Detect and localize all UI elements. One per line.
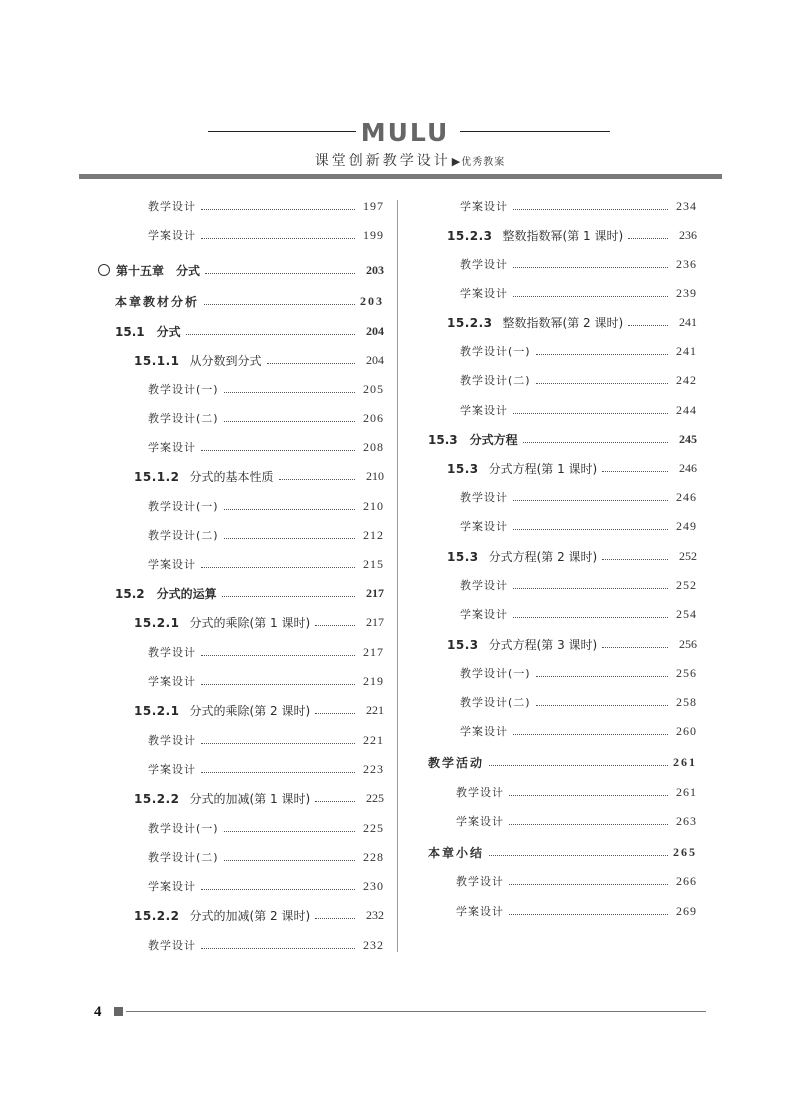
toc-entry-number: 15.3 xyxy=(447,461,479,476)
dot-leader xyxy=(186,334,355,335)
toc-entry-page: 256 xyxy=(679,636,697,651)
toc-entry-page: 256 xyxy=(676,665,697,680)
dot-leader xyxy=(315,713,355,714)
dot-leader xyxy=(513,529,668,530)
toc-entry[interactable] xyxy=(460,283,697,303)
toc-entry-page: 232 xyxy=(366,907,384,922)
toc-entry-label: 学案设计 xyxy=(460,608,508,621)
toc-entry[interactable] xyxy=(456,811,697,831)
toc-entry-number: 15.1.2 xyxy=(134,469,180,484)
toc-entry[interactable] xyxy=(148,759,384,779)
toc-section[interactable] xyxy=(115,321,384,341)
toc-entry-number: 15.2.2 xyxy=(134,791,180,806)
toc-entry-label: 教学设计(二) xyxy=(460,374,531,387)
toc-entry-title: 分式的乘除(第 1 课时) xyxy=(189,615,311,630)
dot-leader xyxy=(536,676,668,677)
dot-leader xyxy=(509,824,668,825)
toc-entry[interactable] xyxy=(148,671,384,691)
toc-entry-label: 学案设计 xyxy=(460,520,508,533)
toc-subsection[interactable] xyxy=(447,225,697,245)
dot-leader xyxy=(315,918,355,919)
toc-entry-page: 228 xyxy=(363,849,384,864)
dot-leader xyxy=(201,567,355,568)
toc-entry-label xyxy=(447,548,597,565)
subtitle-main: 课堂创新教学设计 xyxy=(314,153,451,169)
toc-entry-label: 学案设计 xyxy=(148,229,196,242)
toc-entry[interactable] xyxy=(148,437,384,457)
toc-entry-page: 246 xyxy=(676,489,697,504)
toc-entry[interactable] xyxy=(148,642,384,662)
toc-entry-page: 254 xyxy=(676,606,697,621)
dot-leader xyxy=(222,596,355,597)
toc-entry-page: 252 xyxy=(679,548,697,563)
dot-leader xyxy=(628,325,668,326)
toc-entry-label: 教学设计(二) xyxy=(148,529,219,542)
toc-entry-page: 225 xyxy=(366,790,384,805)
toc-entry-page: 212 xyxy=(363,527,384,542)
toc-entry-label xyxy=(447,460,597,477)
dot-leader xyxy=(513,588,668,589)
dot-leader xyxy=(201,209,355,210)
dot-leader xyxy=(628,238,668,239)
toc-entry[interactable] xyxy=(148,876,384,896)
toc-entry-page: 261 xyxy=(676,784,697,799)
dot-leader xyxy=(513,296,668,297)
toc-entry[interactable] xyxy=(148,225,384,245)
toc-chapter[interactable] xyxy=(98,260,384,280)
page-number: 4 xyxy=(94,1004,102,1020)
dot-leader xyxy=(509,795,668,796)
toc-entry-label xyxy=(447,227,623,244)
dot-leader xyxy=(279,479,355,480)
toc-entry-label: 15.2 分式的运算 xyxy=(115,586,217,601)
dot-leader xyxy=(201,772,355,773)
toc-entry-label xyxy=(134,790,310,807)
dot-leader xyxy=(315,801,355,802)
toc-entry-label: 教学活动 xyxy=(428,755,485,770)
toc-entry[interactable] xyxy=(148,730,384,750)
toc-entry[interactable] xyxy=(148,525,384,545)
toc-entry-label: 教学设计(一) xyxy=(148,822,219,835)
toc-entry-page: 241 xyxy=(676,343,697,358)
toc-entry-number: 15.2.1 xyxy=(134,703,180,718)
toc-subsection[interactable] xyxy=(447,458,697,478)
toc-entry-title: 分式方程(第 2 课时) xyxy=(488,549,598,564)
toc-entry-page: 236 xyxy=(679,227,697,242)
toc-entry-title: 分式方程(第 1 课时) xyxy=(488,461,598,476)
toc-entry[interactable] xyxy=(148,847,384,867)
toc-entry-title: 分式的加减(第 1 课时) xyxy=(189,791,311,806)
toc-entry-page: 242 xyxy=(676,372,697,387)
dot-leader xyxy=(205,273,355,274)
dot-leader xyxy=(201,684,355,685)
header-rule-left xyxy=(208,131,356,132)
toc-entry-page: 204 xyxy=(366,352,384,367)
toc-entry-label: 学案设计 xyxy=(460,200,508,213)
toc-entry-page: 210 xyxy=(366,468,384,483)
toc-entry-page: 208 xyxy=(363,439,384,454)
dot-leader xyxy=(224,509,355,510)
toc-entry-label: 学案设计 xyxy=(460,725,508,738)
toc-entry[interactable] xyxy=(460,663,697,683)
toc-subsection[interactable] xyxy=(134,350,384,370)
toc-entry-title: 分式的加减(第 2 课时) xyxy=(189,908,311,923)
dot-leader xyxy=(224,831,355,832)
toc-entry-page: 261 xyxy=(673,754,697,769)
toc-subsection[interactable] xyxy=(134,466,384,486)
toc-entry[interactable] xyxy=(460,196,697,216)
toc-entry[interactable] xyxy=(148,196,384,216)
toc-entry-page: 234 xyxy=(676,198,697,213)
toc-entry-page: 223 xyxy=(363,761,384,776)
toc-subsection[interactable] xyxy=(134,905,384,925)
toc-entry-page: 221 xyxy=(363,732,384,747)
dot-leader xyxy=(201,948,355,949)
dot-leader xyxy=(224,392,355,393)
toc-entry-label: 本章教材分析 xyxy=(115,294,200,309)
toc-entry-label xyxy=(134,352,262,369)
toc-entry-page: 241 xyxy=(679,314,697,329)
page-title: MULU xyxy=(360,118,450,147)
footer-rule xyxy=(126,1011,706,1012)
dot-leader xyxy=(201,450,355,451)
toc-entry-page: 221 xyxy=(366,702,384,717)
toc-entry-page: 225 xyxy=(363,820,384,835)
dot-leader xyxy=(513,617,668,618)
toc-entry-label: 学案设计 xyxy=(148,763,196,776)
dot-leader xyxy=(513,209,668,210)
dot-leader xyxy=(536,354,668,355)
toc-entry-page: 244 xyxy=(676,402,697,417)
toc-entry[interactable] xyxy=(460,370,697,390)
toc-entry-number: 15.2.2 xyxy=(134,908,180,923)
toc-entry-page: 236 xyxy=(676,256,697,271)
toc-entry[interactable] xyxy=(460,400,697,420)
dot-leader xyxy=(536,383,668,384)
toc-entry-label: 15.3 分式方程 xyxy=(428,432,518,447)
toc-entry-label: 教学设计 xyxy=(456,875,504,888)
toc-entry[interactable] xyxy=(148,818,384,838)
toc-entry-label: 15.1 分式 xyxy=(115,324,181,339)
toc-entry-label: 教学设计 xyxy=(460,491,508,504)
toc-entry-label: 教学设计 xyxy=(460,579,508,592)
toc-entry-page: 269 xyxy=(676,903,697,918)
toc-entry-label: 教学设计 xyxy=(148,200,196,213)
toc-entry-label: 教学设计(一) xyxy=(148,383,219,396)
toc-entry-label: 教学设计 xyxy=(456,786,504,799)
toc-analysis[interactable] xyxy=(115,291,384,311)
footer-square-marker xyxy=(114,1007,123,1016)
toc-summary[interactable] xyxy=(428,842,697,862)
dot-leader xyxy=(267,363,355,364)
toc-entry-title: 分式的乘除(第 2 课时) xyxy=(189,703,311,718)
dot-leader xyxy=(201,889,355,890)
toc-entry-label: 教学设计 xyxy=(148,646,196,659)
toc-entry[interactable] xyxy=(148,379,384,399)
toc-entry-page: 246 xyxy=(679,460,697,475)
toc-entry[interactable] xyxy=(460,487,697,507)
toc-entry-number: 15.2.1 xyxy=(134,615,180,630)
dot-leader xyxy=(509,884,668,885)
toc-entry-page: 197 xyxy=(363,198,384,213)
toc-subsection[interactable] xyxy=(447,634,697,654)
toc-entry-page: 217 xyxy=(366,585,384,600)
toc-entry-title: 分式的基本性质 xyxy=(189,469,274,484)
dot-leader xyxy=(513,267,668,268)
dot-leader xyxy=(201,238,355,239)
toc-subsection[interactable] xyxy=(134,788,384,808)
toc-entry-page: 230 xyxy=(363,878,384,893)
dot-leader xyxy=(513,500,668,501)
page-subtitle xyxy=(300,150,520,170)
dot-leader xyxy=(224,421,355,422)
toc-entry-page: 266 xyxy=(676,873,697,888)
toc-entry-label xyxy=(134,907,310,924)
toc-entry-page: 206 xyxy=(363,410,384,425)
toc-entry-label: 教学设计(一) xyxy=(148,500,219,513)
toc-entry-label: 学案设计 xyxy=(148,558,196,571)
toc-entry-page: 258 xyxy=(676,694,697,709)
toc-section[interactable] xyxy=(115,583,384,603)
header-rule-right xyxy=(460,131,610,132)
toc-entry-number: 15.2.3 xyxy=(447,315,493,330)
toc-entry-number: 15.1.1 xyxy=(134,353,180,368)
toc-entry-number: 15.3 xyxy=(447,549,479,564)
toc-entry-title: 分式方程(第 3 课时) xyxy=(488,637,598,652)
toc-entry-page: 203 xyxy=(366,262,384,277)
toc-entry-label: 教学设计(一) xyxy=(460,667,531,680)
toc-entry-label: 教学设计(二) xyxy=(460,696,531,709)
toc-entry-label: 教学设计 xyxy=(460,258,508,271)
toc-entry-page: 260 xyxy=(676,723,697,738)
toc-entry[interactable] xyxy=(460,341,697,361)
play-triangle-icon: ▶ xyxy=(451,155,461,168)
toc-entry-page: 204 xyxy=(366,323,384,338)
dot-leader xyxy=(602,471,668,472)
toc-entry-label: 学案设计 xyxy=(460,287,508,300)
toc-entry-label: 教学设计 xyxy=(148,939,196,952)
toc-entry[interactable] xyxy=(456,901,697,921)
dot-leader xyxy=(201,743,355,744)
toc-subsection[interactable] xyxy=(447,312,697,332)
dot-leader xyxy=(224,538,355,539)
toc-entry[interactable] xyxy=(148,408,384,428)
toc-entry-page: 217 xyxy=(363,644,384,659)
toc-entry-page: 219 xyxy=(363,673,384,688)
toc-entry-label xyxy=(447,314,623,331)
toc-entry-page: 203 xyxy=(360,293,384,308)
toc-entry-page: 249 xyxy=(676,518,697,533)
dot-leader xyxy=(315,625,355,626)
dot-leader xyxy=(602,559,668,560)
dot-leader xyxy=(523,442,668,443)
dot-leader xyxy=(602,647,668,648)
toc-entry[interactable] xyxy=(460,604,697,624)
toc-entry-title: 从分数到分式 xyxy=(189,353,262,368)
toc-entry[interactable] xyxy=(456,782,697,802)
toc-entry[interactable] xyxy=(460,692,697,712)
toc-entry-page: 217 xyxy=(366,614,384,629)
toc-entry-label: 学案设计 xyxy=(456,905,504,918)
subtitle-tag: 优秀教案 xyxy=(461,157,506,168)
dot-leader xyxy=(489,765,668,766)
toc-entry-page: 215 xyxy=(363,556,384,571)
toc-entry-label: 教学设计(二) xyxy=(148,412,219,425)
dot-leader xyxy=(513,734,668,735)
toc-entry-label: 学案设计 xyxy=(148,675,196,688)
dot-leader xyxy=(509,914,668,915)
toc-entry-page: 199 xyxy=(363,227,384,242)
toc-section[interactable] xyxy=(428,429,697,449)
toc-entry-page: 252 xyxy=(676,577,697,592)
toc-entry-label: 教学设计(二) xyxy=(148,851,219,864)
header-band xyxy=(79,174,722,179)
toc-subsection[interactable] xyxy=(447,546,697,566)
toc-activity[interactable] xyxy=(428,752,697,772)
toc-entry[interactable] xyxy=(148,935,384,955)
toc-entry-page: 205 xyxy=(363,381,384,396)
dot-leader xyxy=(224,860,355,861)
toc-entry-label xyxy=(134,468,274,485)
toc-entry-label: 学案设计 xyxy=(456,815,504,828)
toc-entry[interactable] xyxy=(460,721,697,741)
toc-entry-label xyxy=(447,636,597,653)
toc-entry[interactable] xyxy=(148,554,384,574)
toc-entry-page: 265 xyxy=(673,844,697,859)
toc-entry[interactable] xyxy=(148,496,384,516)
toc-entry-label: 学案设计 xyxy=(460,404,508,417)
toc-entry-title: 整数指数幂(第 2 课时) xyxy=(502,315,624,330)
toc-entry-number: 15.3 xyxy=(447,637,479,652)
toc-entry[interactable] xyxy=(460,516,697,536)
toc-entry-page: 210 xyxy=(363,498,384,513)
dot-leader xyxy=(513,413,668,414)
toc-entry-label: 第十五章 分式 xyxy=(116,263,201,278)
toc-subsection[interactable] xyxy=(134,612,384,632)
toc-entry-page: 245 xyxy=(679,431,697,446)
dot-leader xyxy=(536,705,668,706)
toc-entry-label: 学案设计 xyxy=(148,441,196,454)
toc-entry-page: 239 xyxy=(676,285,697,300)
toc-entry[interactable] xyxy=(456,871,697,891)
toc-entry[interactable] xyxy=(460,254,697,274)
column-divider xyxy=(397,200,398,952)
toc-entry-page: 263 xyxy=(676,813,697,828)
toc-subsection[interactable] xyxy=(134,700,384,720)
toc-entry-page: 232 xyxy=(363,937,384,952)
toc-entry[interactable] xyxy=(460,575,697,595)
toc-entry-title: 整数指数幂(第 1 课时) xyxy=(502,228,624,243)
toc-entry-label xyxy=(134,614,310,631)
toc-entry-label: 教学设计(一) xyxy=(460,345,531,358)
toc-entry-label: 本章小结 xyxy=(428,845,485,860)
dot-leader xyxy=(204,304,355,305)
dot-leader xyxy=(201,655,355,656)
circle-icon xyxy=(98,264,110,276)
toc-entry-label: 教学设计 xyxy=(148,734,196,747)
toc-entry-label xyxy=(134,702,310,719)
dot-leader xyxy=(489,855,668,856)
toc-entry-label: 学案设计 xyxy=(148,880,196,893)
toc-entry-number: 15.2.3 xyxy=(447,228,493,243)
